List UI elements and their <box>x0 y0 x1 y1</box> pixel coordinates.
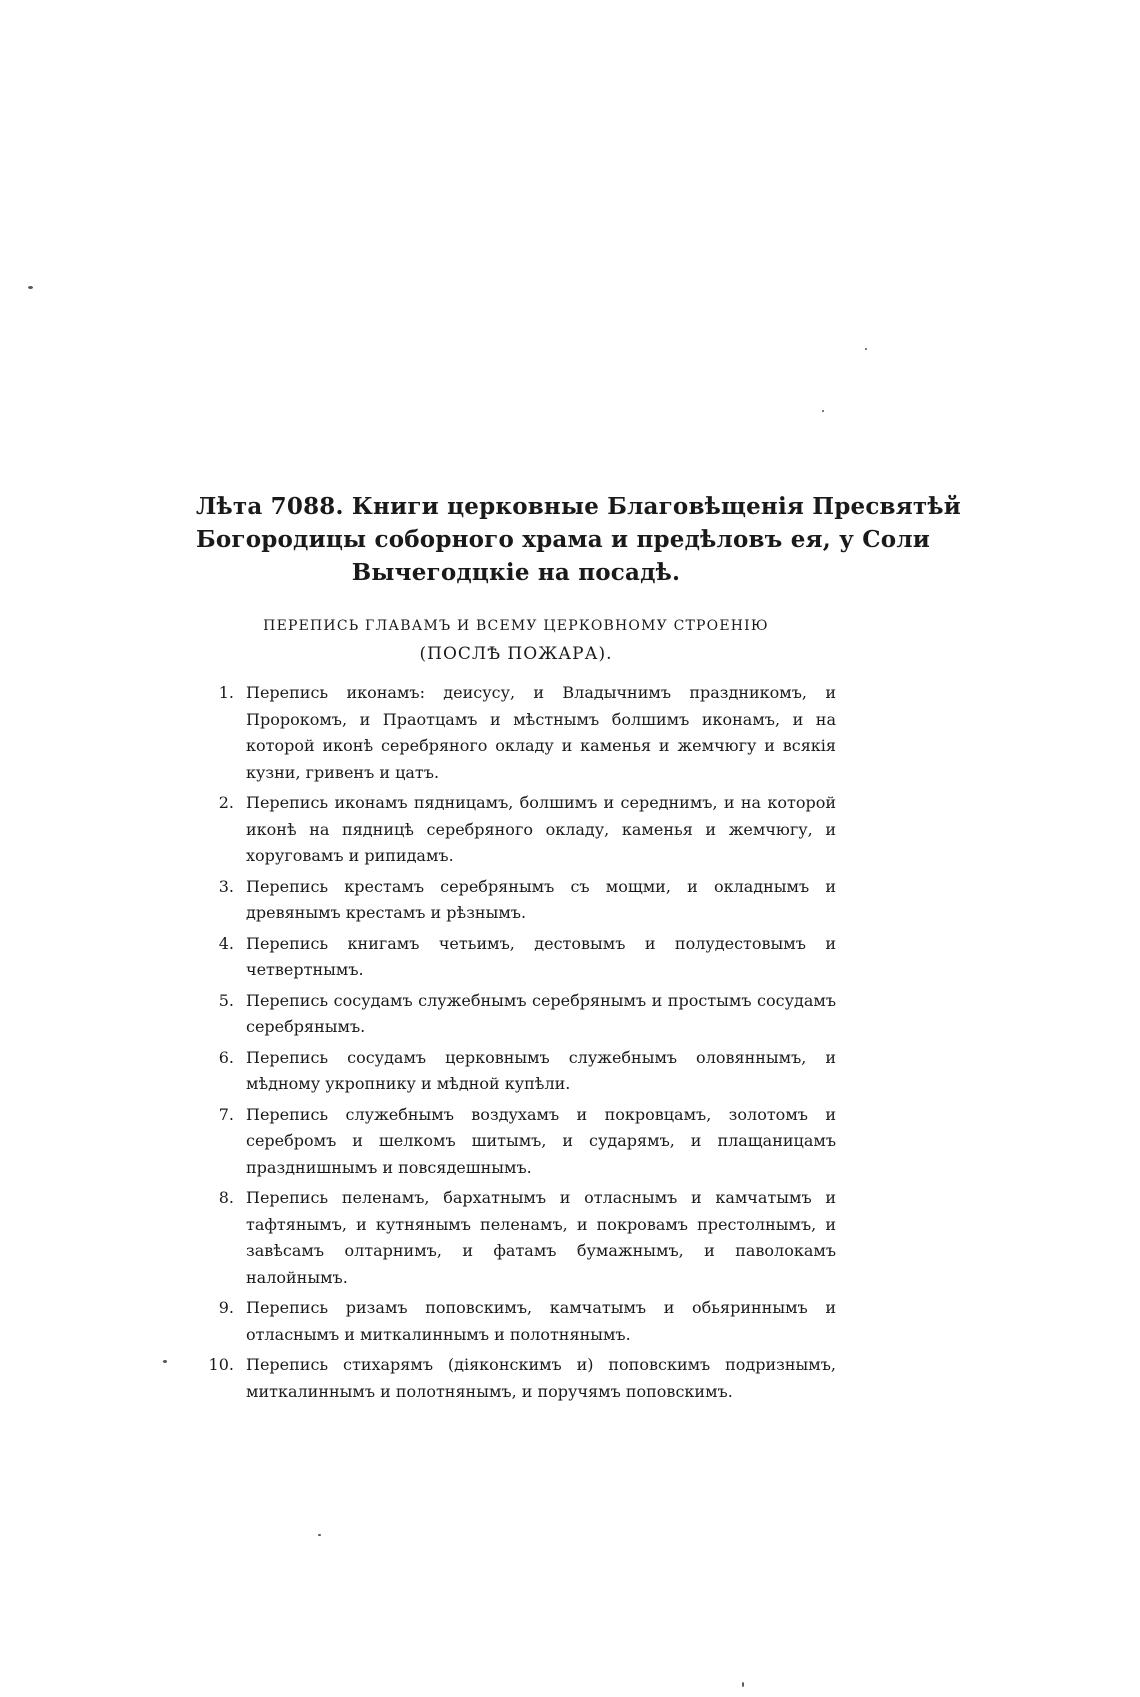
item-number: 4. <box>218 933 234 953</box>
title-line-3: Вычегодцкіе на посадѣ. <box>351 559 681 586</box>
item-text: Перепись сосудамъ служебнымъ серебрянымъ и простымъ сосудамъ серебрянымъ. <box>246 990 836 1036</box>
item-number: 2. <box>218 793 234 812</box>
item-number: 7. <box>218 1104 234 1124</box>
item-text: Перепись стихарямъ (діяконскимъ и) поповскимъ подризнымъ, миткалиннымъ и полотнянымъ, и поручямъ поповскимъ. <box>246 1355 836 1401</box>
scan-speck <box>865 348 867 350</box>
item-number: 5. <box>218 990 234 1010</box>
list-item <box>196 1295 836 1348</box>
scan-speck <box>822 410 824 412</box>
section-heading <box>196 612 836 668</box>
item-text: Перепись книгамъ четьимъ, дестовымъ и полудестовымъ и четвертнымъ. <box>246 933 836 979</box>
subtitle-line-2: (ПОСЛѢ ПОЖАРА). <box>419 644 613 664</box>
title-line-2: Богородицы соборного храма и предѣловъ ея, у Соли <box>196 526 931 553</box>
list-item <box>196 1352 836 1405</box>
scan-speck <box>28 286 33 289</box>
item-number: 1. <box>218 683 234 702</box>
list-item <box>196 680 836 786</box>
item-text: Перепись служебнымъ воздухамъ и покровцамъ, золотомъ и серебромъ и шелкомъ шитымъ, и сударямъ, и плащаницамъ празднишнымъ и повсядешнымъ. <box>246 1104 836 1177</box>
item-text: Перепись ризамъ поповскимъ, камчатымъ и обьяриннымъ и отласнымъ и миткалиннымъ и полотнянымъ. <box>246 1298 836 1344</box>
item-text: Перепись иконамъ: деисусу, и Владычнимъ праздникомъ, и Пророкомъ, и Праотцамъ и мѣстнымъ болшимъ иконамъ, и на которой иконѣ серебряного окладу и каменья и жемчюгу и всякія кузни, гривенъ и цатъ. <box>246 683 836 782</box>
subtitle-line-1: ПЕРЕПИСЬ ГЛАВАМЪ И ВСЕМУ ЦЕРКОВНОМУ СТРОЕНІЮ <box>263 618 769 634</box>
document-title <box>196 490 961 589</box>
inventory-list <box>196 680 836 1409</box>
scan-speck <box>742 1682 744 1687</box>
item-number: 9. <box>218 1298 234 1317</box>
item-number: 6. <box>218 1047 234 1067</box>
item-text: Перепись иконамъ пядницамъ, болшимъ и середнимъ, и на которой иконѣ на пядницѣ серебряного окладу, каменья и жемчюгу, и хоруговамъ и рипидамъ. <box>246 793 836 865</box>
item-text: Перепись крестамъ серебрянымъ съ мощми, и окладнымъ и древянымъ крестамъ и рѣзнымъ. <box>246 876 836 922</box>
list-item <box>196 931 836 984</box>
list-item <box>196 1185 836 1291</box>
item-text: Перепись сосудамъ церковнымъ служебнымъ оловяннымъ, и мѣдному укропнику и мѣдной купѣли. <box>246 1047 836 1093</box>
item-number: 3. <box>218 876 234 896</box>
list-item <box>196 988 836 1041</box>
scan-speck <box>163 1360 167 1363</box>
list-item <box>196 790 836 870</box>
item-text: Перепись пеленамъ, бархатнымъ и отласнымъ и камчатымъ и тафтянымъ, и кутнянымъ пеленамъ, и покровамъ престолнымъ, и завѣсамъ олтарнимъ, и фатамъ бумажнымъ, и паволокамъ налойнымъ. <box>246 1188 836 1287</box>
list-item <box>196 1102 836 1182</box>
scan-speck <box>318 1534 321 1536</box>
list-item <box>196 874 836 927</box>
title-line-1: Лѣта 7088. Книги церковные Благовѣщенія Пресвятѣй <box>196 493 961 520</box>
list-item <box>196 1045 836 1098</box>
item-number: 10. <box>208 1355 234 1374</box>
item-number: 8. <box>218 1188 234 1207</box>
